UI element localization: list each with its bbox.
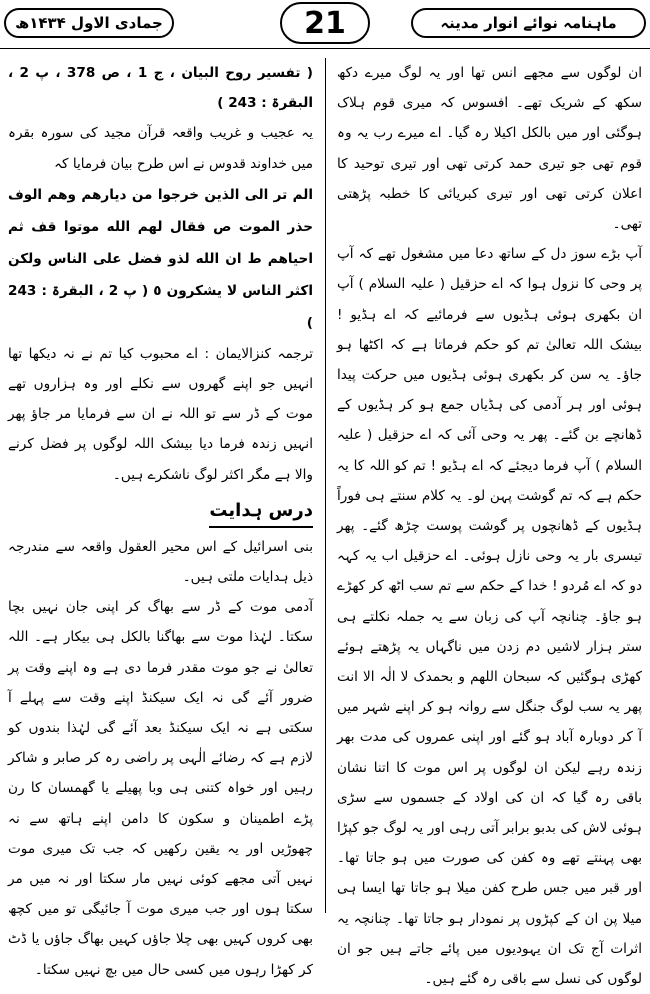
reference-citation: ( تفسیر روح البیان ، ج 1 ، ص 378 ، پ 2 ، البقرۃ : 243 ) xyxy=(8,65,313,112)
paragraph: ان لوگوں سے مجھے انس تھا اور یہ لوگ میرے دکھ سکھ کے شریک تھے۔ افسوس کہ میری قوم ہلاک ہوگئی اور میں بالکل اکیلا رہ گیا۔ اے میرے رب یہ وہ قوم تھی جو تیری حمد کرتی تھی اور تیری توحید کا اعلان کرتی تھی اور تیری کبریائی کا خطبہ پڑھتی تھی۔ xyxy=(337,65,642,233)
quran-verse xyxy=(8,179,313,339)
guidance-intro: بنی اسرائیل کے اس محیر العقول واقعہ سے مندرجہ ذیل ہدایات ملتی ہیں۔ xyxy=(8,538,313,586)
header-rule xyxy=(0,48,650,49)
issue-date: جمادی الاول ۱۴۳۴ھ xyxy=(4,8,174,38)
page-header xyxy=(0,0,650,50)
verse-reference: ( پ 2 ، البقرۃ : 243 ) xyxy=(8,282,313,331)
paragraph: آپ بڑے سوز دل کے ساتھ دعا میں مشغول تھے کہ آپ پر وحی کا نزول ہوا کہ اے حزقیل ( علیہ السلام ) آپ ان بکھری ہوئی ہڈیوں سے فرمائیے کہ اے ہڈیو ! بیشک اللہ تعالیٰ تم کو حکم فرماتا ہے کہ اکٹھا ہو جاؤ۔ یہ سن کر بکھری ہوئی ہڈیوں میں حرکت پیدا ہوئی اور ہر آدمی کی ہڈیاں جمع ہو کر ہڈیوں کے ڈھانچے بن گئے۔ پھر یہ وحی آئی کہ اے حزقیل ( علیہ السلام ) آپ فرما دیجئے کہ اے ہڈیو ! تم کو اللہ کا یہ حکم ہے کہ تم گوشت پہن لو۔ یہ کلام سنتے ہی فوراً ہڈیوں کے ڈھانچوں پر گوشت پوست چڑھ گئے۔ پھر تیسری بار یہ وحی نازل ہوئی۔ اے حزقیل اب یہ کہہ دو کہ اے مُردو ! خدا کے حکم سے تم سب اٹھ کر کھڑے ہو جاؤ۔ چنانچہ آپ کی زبان سے یہ جملہ نکلتے ہی ستر ہزار لاشیں دم زدن میں ناگہاں یہ پڑھتے ہوئے کھڑی ہوگئیں کہ سبحان اللھم و بحمدک لا الٰہ الا انت پھر یہ سب لوگ جنگل سے روانہ ہو کر اپنے شہر میں آ کر دوبارہ آباد ہو گئے اور اپنی عمروں کی مدت بھر زندہ رہے لیکن ان لوگوں پر اس موت کا اتنا نشان باقی رہ گیا کہ ان کی اولاد کے جسموں سے سڑی ہوئی لاش کی بدبو برابر آتی رہی اور یہ لوگ جو کپڑا بھی پہنتے تھے وہ کفن کی صورت میں ہو جاتا تھا۔ اور قبر میں جس طرح کفن میلا ہو جاتا تھا ایسا ہی میلا پن ان کے کپڑوں پر نمودار ہو جاتا تھا۔ چنانچہ یہ اثرات آج تک ان یہودیوں میں پائے جاتے ہیں جو ان لوگوں کی نسل سے باقی رہ گئے ہیں۔ xyxy=(337,246,642,988)
left-column xyxy=(8,58,313,978)
intro-text: یہ عجیب و غریب واقعہ قرآن مجید کی سورہ بقرہ میں خداوند قدوس نے اس طرح بیان فرمایا کہ xyxy=(8,125,313,172)
right-column xyxy=(337,58,642,988)
translation-text: ترجمہ کنزالایمان : اے محبوب کیا تم نے نہ دیکھا تھا انہیں جو اپنے گھروں سے نکلے اور وہ ہزاروں تھے موت کے ڈر سے تو اللہ نے ان سے فرمایا مر جاؤ پھر انہیں زندہ فرما دیا بیشک اللہ لوگوں پر فضل کرنے والا ہے مگر اکثر لوگ ناشکرے ہیں۔ xyxy=(8,345,313,483)
verse-text: الم تر الى الذين خرجوا من ديارهم وهم الوف حذر الموت ص فقال لهم الله موتوا قف ثم احياهم ط ان الله لذو فضل على الناس ولكن اكثر الناس لا يشكرون ٥ xyxy=(8,186,313,299)
column-divider xyxy=(325,58,326,913)
guidance-text: آدمی موت کے ڈر سے بھاگ کر اپنی جان نہیں بچا سکتا۔ لہٰذا موت سے بھاگنا بالکل ہی بیکار ہے۔ اللہ تعالیٰ نے جو موت مقدر فرما دی ہے وہ اپنے وقت پر ضرور آئے گی نہ ایک سیکنڈ اپنے وقت سے پہلے آ سکتی ہے نہ ایک سیکنڈ بعد آئے گی لہٰذا بندوں کو لازم ہے کہ رضائے الٰہی پر راضی رہ کر صابر و شاکر رہیں اور خواہ کتنی ہی وبا پھیلے یا گھمسان کا رن پڑے اطمینان و سکون کا دامن اپنے ہاتھ سے نہ چھوڑیں اور یہ یقین رکھیں کہ جب تک میری موت نہیں آتی مجھے کوئی نہیں مار سکتا اور نہ میں مر سکتا ہوں اور جب میری موت آ جائیگی تو میں کچھ بھی کروں کہیں بھی چلا جاؤں کہیں بھاگ جاؤں یا ڈٹ کر کھڑا رہوں میں کسی حال میں بچ نہیں سکتا۔ xyxy=(8,599,313,978)
page-number: 21 xyxy=(280,2,370,44)
section-heading: درس ہدایت xyxy=(209,496,313,528)
magazine-title: ماہنامہ نوائے انوار مدینہ xyxy=(411,8,646,38)
